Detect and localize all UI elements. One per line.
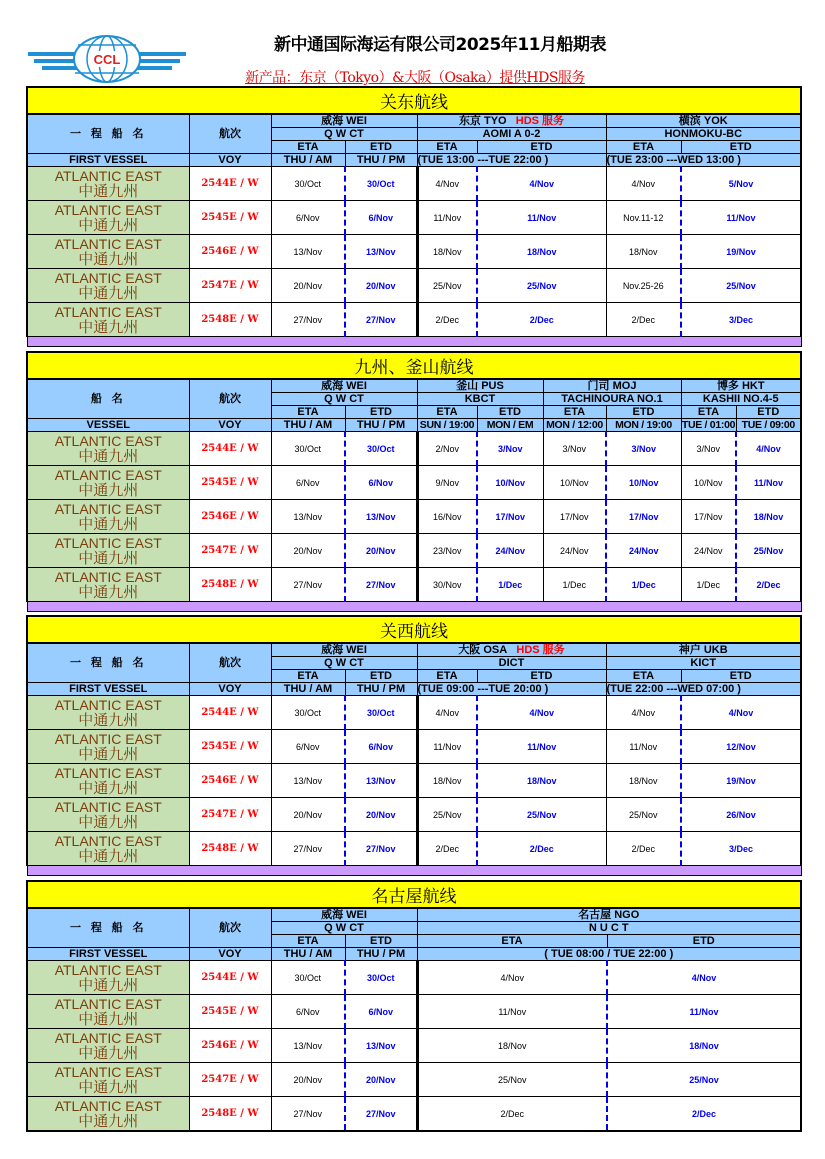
eta-time: THU / AM (271, 419, 345, 432)
eta-date: 11/Nov (417, 730, 477, 764)
table-row (27, 303, 801, 337)
etd-time: THU / PM (345, 154, 417, 167)
etd-date: 4/Nov (681, 696, 801, 730)
vessel-name: ATLANTIC EAST 中通九州 (27, 764, 189, 798)
eta-date: 4/Nov (417, 696, 477, 730)
etd-date: 25/Nov (477, 798, 606, 832)
etd-date: 30/Oct (345, 696, 417, 730)
voyage-header: 航次 (189, 114, 271, 154)
vessel-header-en: VESSEL (27, 419, 189, 432)
table-row (27, 167, 801, 201)
terminal-header: N U C T (417, 922, 801, 935)
etd-date: 6/Nov (345, 201, 417, 235)
etd-date: 2/Dec (607, 1097, 801, 1132)
vessel-name: ATLANTIC EAST 中通九州 (27, 534, 189, 568)
voyage-header-en: VOY (189, 154, 271, 167)
etd-header: ETD (681, 670, 801, 683)
route-title: 九州、釜山航线 (27, 352, 801, 379)
etd-date: 10/Nov (477, 466, 543, 500)
etd-date: 1/Dec (477, 568, 543, 602)
etd-header: ETD (477, 141, 606, 154)
table-row (27, 1097, 801, 1132)
etd-date: 11/Nov (477, 730, 606, 764)
voyage-number: 2547E / W (189, 534, 271, 568)
etd-date: 25/Nov (736, 534, 801, 568)
eta-date: 16/Nov (417, 500, 477, 534)
eta-date: 2/Dec (606, 832, 681, 866)
etd-date: 27/Nov (345, 303, 417, 337)
table-row (27, 1063, 801, 1097)
vessel-name: ATLANTIC EAST 中通九州 (27, 995, 189, 1029)
etd-date: 6/Nov (345, 730, 417, 764)
eta-date: 13/Nov (271, 500, 345, 534)
eta-date: 27/Nov (271, 832, 345, 866)
etd-time: TUE / 09:00 (736, 419, 801, 432)
eta-date: 3/Nov (681, 432, 736, 466)
vessel-header: 船 名 (27, 379, 189, 419)
port-header: 东京 TYO HDS 服务 (417, 114, 606, 128)
etd-date: 11/Nov (607, 995, 801, 1029)
etd-date: 11/Nov (477, 201, 606, 235)
eta-date: 6/Nov (271, 995, 345, 1029)
etd-date: 27/Nov (345, 1097, 417, 1132)
port-header: 门司 MOJ (543, 379, 681, 393)
etd-date: 2/Dec (477, 303, 606, 337)
eta-date: 4/Nov (606, 167, 681, 201)
table-row (27, 269, 801, 303)
table-row (27, 696, 801, 730)
vessel-header: 一 程 船 名 (27, 643, 189, 683)
eta-header: ETA (681, 406, 736, 419)
etd-date: 6/Nov (345, 466, 417, 500)
eta-date: 25/Nov (417, 798, 477, 832)
etd-date: 2/Dec (477, 832, 606, 866)
terminal-header: KBCT (417, 393, 543, 406)
table-row (27, 534, 801, 568)
eta-date: 30/Oct (271, 432, 345, 466)
port-time-window: ( TUE 08:00 / TUE 22:00 ) (417, 948, 801, 961)
eta-date: 20/Nov (271, 534, 345, 568)
section-divider (27, 602, 801, 612)
terminal-header: Q W CT (271, 393, 417, 406)
eta-date: 30/Oct (271, 167, 345, 201)
eta-date: 10/Nov (543, 466, 606, 500)
svg-text:CCL: CCL (93, 52, 121, 67)
vessel-name: ATLANTIC EAST 中通九州 (27, 1029, 189, 1063)
eta-date: 2/Dec (417, 832, 477, 866)
etd-date: 20/Nov (345, 798, 417, 832)
eta-date: 20/Nov (271, 798, 345, 832)
terminal-header: Q W CT (271, 128, 417, 141)
table-row (27, 432, 801, 466)
eta-date: 11/Nov (417, 995, 607, 1029)
eta-date: 6/Nov (271, 730, 345, 764)
eta-header: ETA (417, 935, 607, 948)
eta-date: 13/Nov (271, 235, 345, 269)
eta-date: 10/Nov (681, 466, 736, 500)
terminal-header: AOMI A 0-2 (417, 128, 606, 141)
eta-header: ETA (417, 670, 477, 683)
eta-header: ETA (271, 670, 345, 683)
etd-date: 13/Nov (345, 500, 417, 534)
etd-date: 13/Nov (345, 1029, 417, 1063)
eta-time: THU / AM (271, 154, 345, 167)
page-title: 新中通国际海运有限公司2025年11月船期表 (274, 35, 606, 55)
terminal-header: KICT (606, 657, 801, 670)
eta-header: ETA (271, 935, 345, 948)
eta-date: 4/Nov (417, 167, 477, 201)
vessel-name: ATLANTIC EAST 中通九州 (27, 269, 189, 303)
eta-header: ETA (543, 406, 606, 419)
eta-time: SUN / 19:00 (417, 419, 477, 432)
eta-header: ETA (271, 141, 345, 154)
eta-date: 13/Nov (271, 764, 345, 798)
table-row (27, 961, 801, 995)
voyage-number: 2544E / W (189, 696, 271, 730)
etd-date: 10/Nov (606, 466, 681, 500)
terminal-header: Q W CT (271, 657, 417, 670)
eta-time: TUE / 01:00 (681, 419, 736, 431)
etd-date: 30/Oct (345, 167, 417, 201)
table-row (27, 832, 801, 866)
eta-date: 11/Nov (606, 730, 681, 764)
vessel-header: 一 程 船 名 (27, 114, 189, 154)
voyage-number: 2548E / W (189, 832, 271, 866)
terminal-header: DICT (417, 657, 606, 670)
voyage-number: 2548E / W (189, 303, 271, 337)
table-row (27, 500, 801, 534)
port-header: 威海 WEI (271, 643, 417, 657)
voyage-header-en: VOY (189, 419, 271, 432)
etd-header: ETD (477, 670, 606, 683)
voyage-number: 2545E / W (189, 730, 271, 764)
etd-date: 3/Nov (477, 432, 543, 466)
port-header: 博多 HKT (681, 379, 801, 393)
voyage-number: 2546E / W (189, 500, 271, 534)
voyage-number: 2546E / W (189, 1029, 271, 1063)
etd-date: 4/Nov (607, 961, 801, 995)
eta-header: ETA (417, 141, 477, 154)
eta-time: THU / AM (271, 948, 345, 961)
vessel-name: ATLANTIC EAST 中通九州 (27, 500, 189, 534)
voyage-header-en: VOY (189, 683, 271, 696)
port-time-window: (TUE 09:00 ---TUE 20:00 ) (417, 683, 606, 696)
vessel-name: ATLANTIC EAST 中通九州 (27, 303, 189, 337)
port-header: 威海 WEI (271, 908, 417, 922)
table-row (27, 568, 801, 602)
etd-time: THU / PM (345, 419, 417, 432)
eta-date: 4/Nov (417, 961, 607, 995)
eta-date: 25/Nov (606, 798, 681, 832)
eta-header: ETA (606, 141, 681, 154)
voyage-number: 2546E / W (189, 235, 271, 269)
port-time-window: (TUE 13:00 ---TUE 22:00 ) (417, 154, 606, 167)
vessel-name: ATLANTIC EAST 中通九州 (27, 730, 189, 764)
route-title: 关东航线 (27, 87, 801, 114)
schedule-table-kanto (26, 86, 802, 347)
route-title: 关西航线 (27, 616, 801, 643)
globe-wings-icon (28, 34, 186, 84)
eta-date: 30/Oct (271, 696, 345, 730)
eta-date: 17/Nov (681, 500, 736, 534)
etd-header: ETD (736, 406, 801, 419)
port-time-window: (TUE 23:00 ---WED 13:00 ) (606, 154, 801, 167)
eta-date: 27/Nov (271, 568, 345, 602)
etd-header: ETD (477, 406, 543, 419)
eta-date: 18/Nov (417, 764, 477, 798)
eta-date: Nov.25-26 (606, 269, 681, 303)
etd-date: 18/Nov (477, 764, 606, 798)
vessel-name: ATLANTIC EAST 中通九州 (27, 466, 189, 500)
etd-date: 20/Nov (345, 534, 417, 568)
eta-header: ETA (606, 670, 681, 683)
section-divider (27, 337, 801, 347)
etd-date: 19/Nov (681, 764, 801, 798)
etd-header: ETD (345, 670, 417, 683)
etd-date: 25/Nov (477, 269, 606, 303)
terminal-header: Q W CT (271, 922, 417, 935)
etd-date: 5/Nov (681, 167, 801, 201)
etd-date: 19/Nov (681, 235, 801, 269)
etd-date: 4/Nov (736, 432, 801, 466)
eta-time: MON / 12:00 (543, 419, 606, 432)
vessel-name: ATLANTIC EAST 中通九州 (27, 201, 189, 235)
eta-date: 20/Nov (271, 269, 345, 303)
port-header: 神户 UKB (606, 643, 801, 657)
etd-date: 13/Nov (345, 764, 417, 798)
voyage-number: 2546E / W (189, 764, 271, 798)
table-row (27, 1029, 801, 1063)
page-subtitle: 新产品：东京（Tokyo）&大阪（Osaka）提供HDS服务 (245, 70, 585, 86)
etd-header: ETD (345, 141, 417, 154)
vessel-header-en: FIRST VESSEL (27, 154, 189, 167)
etd-header: ETD (606, 406, 681, 419)
eta-date: 17/Nov (543, 500, 606, 534)
port-header: 名古屋 NGO (417, 908, 801, 922)
etd-date: 30/Oct (345, 961, 417, 995)
eta-date: 13/Nov (271, 1029, 345, 1063)
eta-date: 3/Nov (543, 432, 606, 466)
vessel-name: ATLANTIC EAST 中通九州 (27, 432, 189, 466)
eta-date: 18/Nov (417, 1029, 607, 1063)
vessel-name: ATLANTIC EAST 中通九州 (27, 235, 189, 269)
eta-date: 20/Nov (271, 1063, 345, 1097)
etd-date: 17/Nov (606, 500, 681, 534)
etd-date: 12/Nov (681, 730, 801, 764)
table-row (27, 201, 801, 235)
eta-date: 4/Nov (606, 696, 681, 730)
etd-time: MON / EM (477, 419, 543, 432)
voyage-number: 2545E / W (189, 201, 271, 235)
voyage-number: 2548E / W (189, 568, 271, 602)
voyage-header-en: VOY (189, 948, 271, 961)
etd-header: ETD (345, 935, 417, 948)
table-row (27, 798, 801, 832)
etd-date: 26/Nov (681, 798, 801, 832)
eta-date: 18/Nov (417, 235, 477, 269)
etd-date: 1/Dec (606, 568, 681, 602)
etd-time: THU / PM (345, 948, 417, 961)
etd-date: 20/Nov (345, 1063, 417, 1097)
etd-date: 18/Nov (477, 235, 606, 269)
etd-date: 27/Nov (345, 568, 417, 602)
table-row (27, 995, 801, 1029)
hds-badge: HDS 服务 (515, 115, 565, 127)
etd-date: 3/Dec (681, 303, 801, 337)
etd-date: 18/Nov (607, 1029, 801, 1063)
eta-header: ETA (271, 406, 345, 419)
voyage-number: 2545E / W (189, 995, 271, 1029)
table-row (27, 235, 801, 269)
voyage-number: 2547E / W (189, 798, 271, 832)
eta-date: 30/Oct (271, 961, 345, 995)
port-header: 威海 WEI (271, 379, 417, 393)
ccl-logo (28, 34, 186, 84)
etd-date: 17/Nov (477, 500, 543, 534)
port-header: 威海 WEI (271, 114, 417, 128)
voyage-header: 航次 (189, 908, 271, 948)
etd-date: 4/Nov (477, 696, 606, 730)
voyage-number: 2544E / W (189, 432, 271, 466)
vessel-header-en: FIRST VESSEL (27, 948, 189, 961)
eta-date: 2/Nov (417, 432, 477, 466)
eta-date: 27/Nov (271, 303, 345, 337)
voyage-number: 2548E / W (189, 1097, 271, 1132)
etd-date: 6/Nov (345, 995, 417, 1029)
etd-date: 24/Nov (477, 534, 543, 568)
section-divider (27, 866, 801, 876)
table-row (27, 764, 801, 798)
route-title: 名古屋航线 (27, 881, 801, 908)
schedule-table-kyushu-busan (26, 351, 802, 612)
terminal-header: HONMOKU-BC (606, 128, 801, 141)
eta-date: 9/Nov (417, 466, 477, 500)
etd-date: 11/Nov (681, 201, 801, 235)
eta-time: THU / AM (271, 683, 345, 696)
eta-date: 1/Dec (543, 568, 606, 602)
etd-date: 27/Nov (345, 832, 417, 866)
eta-date: Nov.11-12 (606, 201, 681, 235)
eta-date: 24/Nov (543, 534, 606, 568)
eta-date: 23/Nov (417, 534, 477, 568)
terminal-header: TACHINOURA NO.1 (543, 393, 681, 406)
table-row (27, 730, 801, 764)
vessel-name: ATLANTIC EAST 中通九州 (27, 167, 189, 201)
eta-date: 18/Nov (606, 235, 681, 269)
etd-date: 30/Oct (345, 432, 417, 466)
vessel-name: ATLANTIC EAST 中通九州 (27, 1063, 189, 1097)
etd-time: MON / 19:00 (606, 419, 681, 432)
voyage-number: 2545E / W (189, 466, 271, 500)
table-row (27, 466, 801, 500)
vessel-header-en: FIRST VESSEL (27, 683, 189, 696)
etd-date: 13/Nov (345, 235, 417, 269)
etd-date: 25/Nov (607, 1063, 801, 1097)
eta-header: ETA (417, 406, 477, 419)
voyage-header: 航次 (189, 643, 271, 683)
etd-date: 18/Nov (736, 500, 801, 534)
port-time-window: (TUE 22:00 ---WED 07:00 ) (606, 683, 801, 696)
voyage-number: 2544E / W (189, 961, 271, 995)
vessel-name: ATLANTIC EAST 中通九州 (27, 798, 189, 832)
voyage-number: 2544E / W (189, 167, 271, 201)
voyage-header: 航次 (189, 379, 271, 419)
eta-date: 6/Nov (271, 466, 345, 500)
vessel-name: ATLANTIC EAST 中通九州 (27, 961, 189, 995)
voyage-number: 2547E / W (189, 1063, 271, 1097)
etd-header: ETD (681, 141, 801, 154)
etd-date: 20/Nov (345, 269, 417, 303)
etd-date: 2/Dec (736, 568, 801, 602)
etd-date: 4/Nov (477, 167, 606, 201)
vessel-name: ATLANTIC EAST 中通九州 (27, 568, 189, 602)
etd-date: 3/Nov (606, 432, 681, 466)
eta-date: 27/Nov (271, 1097, 345, 1132)
eta-date: 6/Nov (271, 201, 345, 235)
schedule-table-kansai (26, 615, 802, 876)
eta-date: 2/Dec (606, 303, 681, 337)
port-header: 横滨 YOK (606, 114, 801, 128)
etd-date: 3/Dec (681, 832, 801, 866)
eta-date: 25/Nov (417, 269, 477, 303)
vessel-header: 一 程 船 名 (27, 908, 189, 948)
port-header: 釜山 PUS (417, 379, 543, 393)
etd-header: ETD (345, 406, 417, 419)
eta-date: 18/Nov (606, 764, 681, 798)
eta-date: 2/Dec (417, 1097, 607, 1132)
eta-date: 1/Dec (681, 568, 736, 602)
etd-date: 11/Nov (736, 466, 801, 500)
etd-header: ETD (607, 935, 801, 948)
port-header: 大阪 OSA HDS 服务 (417, 643, 606, 657)
eta-date: 25/Nov (417, 1063, 607, 1097)
etd-date: 25/Nov (681, 269, 801, 303)
voyage-number: 2547E / W (189, 269, 271, 303)
vessel-name: ATLANTIC EAST 中通九州 (27, 1097, 189, 1132)
vessel-name: ATLANTIC EAST 中通九州 (27, 832, 189, 866)
eta-date: 24/Nov (681, 534, 736, 568)
hds-badge: HDS 服务 (516, 644, 565, 656)
eta-date: 30/Nov (417, 568, 477, 602)
eta-date: 11/Nov (417, 201, 477, 235)
eta-date: 2/Dec (417, 303, 477, 337)
schedule-table-nagoya (26, 880, 802, 1132)
terminal-header: KASHII NO.4-5 (681, 393, 801, 406)
vessel-name: ATLANTIC EAST 中通九州 (27, 696, 189, 730)
etd-date: 24/Nov (606, 534, 681, 568)
etd-time: THU / PM (345, 683, 417, 696)
